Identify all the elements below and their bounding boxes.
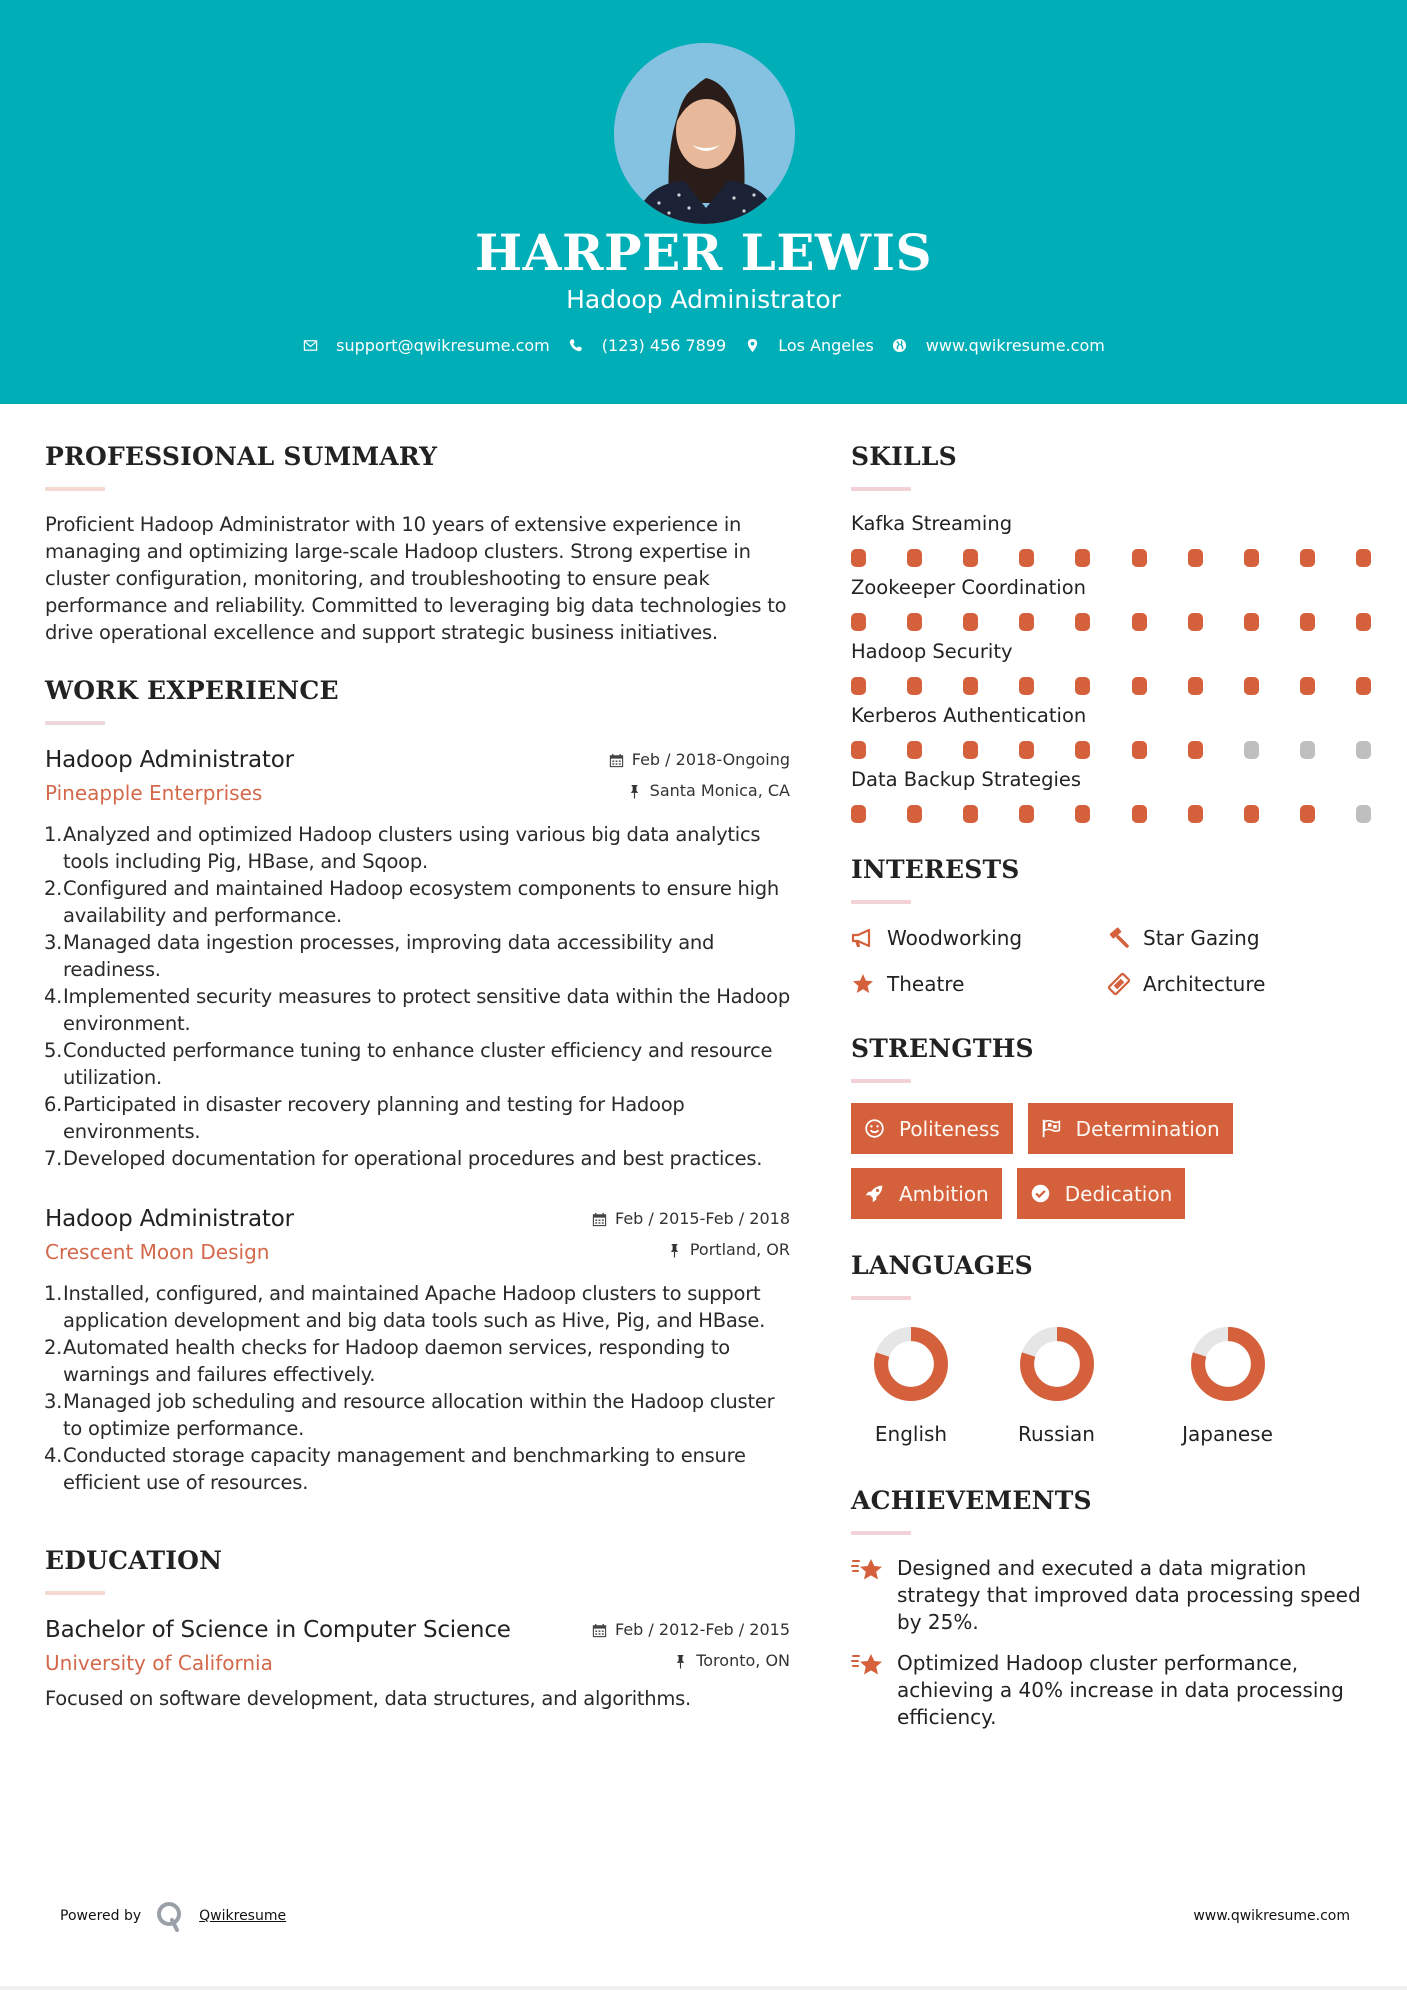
skill-dot xyxy=(1188,677,1203,695)
check-circle-icon xyxy=(1030,1183,1051,1204)
summary-text: Proficient Hadoop Administrator with 10 years of extensive experience in managing and optimizing large-scale Hadoop clusters. Strong expertise in cluster configuration, monitoring, and troubleshooting to ensure peak performance and reliability. Committed to leveraging big data technologies to drive operational excellence and support strategic business initiatives. xyxy=(45,513,787,644)
education-section xyxy=(45,1544,790,1712)
skill-dot xyxy=(963,805,978,823)
interest-item xyxy=(851,924,1107,952)
phone-icon xyxy=(568,338,584,354)
education-date xyxy=(592,1615,790,1645)
skill-dot xyxy=(1356,613,1371,631)
job-date xyxy=(592,1204,790,1234)
job-bullets xyxy=(45,1280,790,1496)
job-date-text: Feb / 2018-Ongoing xyxy=(631,750,790,769)
language-name: Russian xyxy=(1017,1422,1095,1446)
education-heading: EDUCATION xyxy=(45,1546,223,1575)
candidate-name: HARPER LEWIS xyxy=(474,223,933,282)
page-footer xyxy=(60,1900,1350,1932)
calendar-icon xyxy=(592,1623,607,1638)
job-bullet: 2. Configured and maintained Hadoop ecosystem components to ensure high availability and performance. xyxy=(44,877,780,927)
skill-dot xyxy=(1300,613,1315,631)
job-location xyxy=(667,1235,790,1265)
strength-label: Determination xyxy=(1075,1116,1220,1141)
powered-by-label: Powered by xyxy=(60,1908,142,1924)
skills-list xyxy=(851,511,1371,823)
skill-dot xyxy=(1300,805,1315,823)
skill-name: Hadoop Security xyxy=(851,640,1013,663)
map-marker-icon xyxy=(744,338,760,354)
achievement-text: Optimized Hadoop cluster performance, achieving a 40% increase in data processing efficiency. xyxy=(897,1651,1344,1729)
job-bullet: 3. Managed data ingestion processes, improving data accessibility and readiness. xyxy=(44,931,715,981)
section-divider xyxy=(851,900,911,904)
contact-website-text: www.qwikresume.com xyxy=(925,336,1105,355)
experience-heading: WORK EXPERIENCE xyxy=(45,676,339,705)
strengths-heading: STRENGTHS xyxy=(851,1034,1034,1063)
job-company: Crescent Moon Design xyxy=(45,1240,270,1264)
experience-section xyxy=(45,674,790,1496)
envelope-icon xyxy=(302,338,318,354)
skill-dot xyxy=(1019,677,1034,695)
skill-dot xyxy=(851,549,866,567)
language-name: English xyxy=(874,1422,948,1446)
skill-name: Zookeeper Coordination xyxy=(851,576,1087,599)
right-column xyxy=(851,440,1371,1745)
skill-dot xyxy=(1356,741,1371,759)
job-bullet: 5. Conducted performance tuning to enhance cluster efficiency and resource utilization. xyxy=(44,1039,773,1089)
languages-heading: LANGUAGES xyxy=(851,1251,1033,1280)
achievement-item xyxy=(851,1650,1371,1731)
globe-icon xyxy=(892,338,908,354)
qwikresume-link[interactable]: Qwikresume xyxy=(199,1908,287,1924)
job-location-text: Santa Monica, CA xyxy=(649,781,790,800)
skill-dot xyxy=(1188,549,1203,567)
job-title: Hadoop Administrator xyxy=(45,1206,294,1232)
resume-header xyxy=(0,0,1407,404)
footer-website[interactable]: www.qwikresume.com xyxy=(1193,1908,1350,1924)
strength-badge xyxy=(851,1103,1013,1154)
job-bullet: 3. Managed job scheduling and resource allocation within the Hadoop cluster to optimize performance. xyxy=(44,1390,775,1440)
skill-dot xyxy=(963,549,978,567)
strength-badge xyxy=(851,1168,1002,1219)
job-entry xyxy=(45,1204,790,1496)
shooting-star-icon xyxy=(851,1555,887,1585)
powered-by xyxy=(60,1900,286,1932)
job-location-text: Portland, OR xyxy=(689,1240,790,1259)
skill-dot xyxy=(1244,613,1259,631)
skill-dot xyxy=(1075,805,1090,823)
contact-email[interactable] xyxy=(302,336,550,355)
skill-dot xyxy=(1019,741,1034,759)
job-location xyxy=(627,776,790,806)
skill-dot xyxy=(907,805,922,823)
contact-bar xyxy=(0,336,1407,355)
qwikresume-logo-icon xyxy=(155,1900,185,1932)
skill-rating xyxy=(851,549,1371,567)
left-column xyxy=(45,440,790,1712)
skill-dot xyxy=(851,805,866,823)
language-name: Japanese xyxy=(1182,1422,1273,1446)
skill-dot xyxy=(1356,549,1371,567)
skill-dot xyxy=(963,741,978,759)
job-bullet: 4. Conducted storage capacity management and benchmarking to ensure efficient use of resources. xyxy=(44,1444,746,1494)
skill-dot xyxy=(1244,805,1259,823)
skill-rating xyxy=(851,613,1371,631)
contact-location xyxy=(744,336,874,355)
job-date xyxy=(609,745,790,775)
skill-item xyxy=(851,703,1371,759)
skills-heading: SKILLS xyxy=(851,442,957,471)
interest-item xyxy=(1107,970,1363,998)
language-item xyxy=(1142,1320,1313,1446)
skill-item xyxy=(851,767,1371,823)
pushpin-icon xyxy=(667,1243,682,1258)
contact-phone-text: (123) 456 7899 xyxy=(601,336,727,355)
smile-icon xyxy=(864,1118,885,1139)
person-photo-icon xyxy=(614,43,795,224)
rocket-icon xyxy=(864,1183,885,1204)
skill-dot xyxy=(1300,677,1315,695)
strength-badge xyxy=(1028,1103,1233,1154)
job-bullet: 2. Automated health checks for Hadoop daemon services, responding to warnings and failures effectively. xyxy=(44,1336,730,1386)
section-divider xyxy=(851,487,911,491)
strength-label: Politeness xyxy=(899,1116,1000,1141)
skill-dot xyxy=(1075,741,1090,759)
skill-dot xyxy=(1356,805,1371,823)
skill-dot xyxy=(1132,613,1147,631)
languages-section xyxy=(851,1249,1371,1446)
pushpin-icon xyxy=(673,1654,688,1669)
education-description: Focused on software development, data structures, and algorithms. xyxy=(45,1687,691,1710)
skill-dot xyxy=(1019,613,1034,631)
interest-item xyxy=(1107,924,1363,952)
shooting-star-icon xyxy=(851,1650,887,1680)
interest-label: Theatre xyxy=(887,972,965,996)
interests-heading: INTERESTS xyxy=(851,855,1020,884)
skill-dot xyxy=(1132,805,1147,823)
language-donut-chart xyxy=(867,1320,955,1408)
skill-dot xyxy=(1132,741,1147,759)
skill-dot xyxy=(851,613,866,631)
contact-email-text: support@qwikresume.com xyxy=(336,336,550,355)
skill-dot xyxy=(1075,677,1090,695)
achievement-text: Designed and executed a data migration strategy that improved data processing speed by 25%. xyxy=(897,1556,1361,1634)
section-divider xyxy=(851,1079,911,1083)
profile-photo xyxy=(614,43,795,224)
skills-section xyxy=(851,440,1371,823)
skill-dot xyxy=(1300,549,1315,567)
job-entry xyxy=(45,745,790,1172)
candidate-title: Hadoop Administrator xyxy=(566,285,841,314)
job-date-text: Feb / 2015-Feb / 2018 xyxy=(615,1209,790,1228)
skill-dot xyxy=(851,677,866,695)
strength-label: Ambition xyxy=(899,1181,989,1206)
bullhorn-icon xyxy=(851,926,875,950)
strength-badge xyxy=(1017,1168,1186,1219)
education-date-text: Feb / 2012-Feb / 2015 xyxy=(615,1620,790,1639)
skill-dot xyxy=(1244,741,1259,759)
job-bullet: 7. Developed documentation for operational procedures and best practices. xyxy=(44,1147,763,1170)
section-divider xyxy=(851,1296,911,1300)
skill-dot xyxy=(1132,549,1147,567)
skill-dot xyxy=(1188,805,1203,823)
skill-dot xyxy=(907,549,922,567)
contact-location-text: Los Angeles xyxy=(778,336,874,355)
skill-rating xyxy=(851,741,1371,759)
skill-dot xyxy=(1244,549,1259,567)
skill-item xyxy=(851,575,1371,631)
job-bullet: 1. Analyzed and optimized Hadoop clusters using various big data analytics tools including Pig, HBase, and Sqoop. xyxy=(44,823,761,873)
skill-dot xyxy=(907,677,922,695)
ticket-icon xyxy=(1107,972,1131,996)
interest-label: Architecture xyxy=(1143,972,1266,996)
skill-dot xyxy=(1019,549,1034,567)
skill-dot xyxy=(907,613,922,631)
skill-dot xyxy=(1019,805,1034,823)
achievements-heading: ACHIEVEMENTS xyxy=(851,1486,1092,1515)
skill-name: Data Backup Strategies xyxy=(851,768,1082,791)
skill-dot xyxy=(1188,741,1203,759)
summary-heading: PROFESSIONAL SUMMARY xyxy=(45,442,438,471)
strength-label: Dedication xyxy=(1064,1181,1173,1206)
language-item xyxy=(851,1320,971,1446)
section-divider xyxy=(851,1531,911,1535)
skill-dot xyxy=(1075,613,1090,631)
skill-dot xyxy=(1244,677,1259,695)
skill-item xyxy=(851,639,1371,695)
job-company: Pineapple Enterprises xyxy=(45,781,263,805)
skill-dot xyxy=(1188,613,1203,631)
summary-section xyxy=(45,440,790,646)
calendar-icon xyxy=(609,753,624,768)
skill-dot xyxy=(1356,677,1371,695)
skill-dot xyxy=(907,741,922,759)
section-divider xyxy=(45,487,105,491)
school-name: University of California xyxy=(45,1651,273,1675)
skill-rating xyxy=(851,677,1371,695)
skill-dot xyxy=(1075,549,1090,567)
skill-name: Kerberos Authentication xyxy=(851,704,1087,727)
achievement-item xyxy=(851,1555,1371,1636)
job-bullet: 4. Implemented security measures to protect sensitive data within the Hadoop environment. xyxy=(44,985,790,1035)
degree-title: Bachelor of Science in Computer Science xyxy=(45,1617,511,1643)
interest-label: Woodworking xyxy=(887,926,1023,950)
skill-rating xyxy=(851,805,1371,823)
job-bullet: 6. Participated in disaster recovery planning and testing for Hadoop environments. xyxy=(44,1093,685,1143)
calendar-icon xyxy=(592,1212,607,1227)
interests-section xyxy=(851,853,1371,998)
language-donut-chart xyxy=(1013,1320,1101,1408)
achievements-section xyxy=(851,1484,1371,1731)
job-title: Hadoop Administrator xyxy=(45,747,294,773)
job-bullet: 1. Installed, configured, and maintained Apache Hadoop clusters to support application development and big data tools such as Hive, Pig, and HBase. xyxy=(44,1282,766,1332)
skill-dot xyxy=(963,677,978,695)
contact-phone[interactable] xyxy=(568,336,726,355)
pushpin-icon xyxy=(627,784,642,799)
interest-label: Star Gazing xyxy=(1143,926,1260,950)
contact-website[interactable] xyxy=(892,336,1105,355)
section-divider xyxy=(45,1591,105,1595)
checkered-flag-icon xyxy=(1041,1118,1062,1139)
strengths-section xyxy=(851,1032,1371,1219)
page-bottom-edge xyxy=(0,1986,1407,1990)
gavel-icon xyxy=(1107,926,1131,950)
skill-dot xyxy=(851,741,866,759)
skill-name: Kafka Streaming xyxy=(851,512,1013,535)
language-item xyxy=(971,1320,1142,1446)
interest-item xyxy=(851,970,1107,998)
star-icon xyxy=(851,972,875,996)
skill-dot xyxy=(963,613,978,631)
skill-item xyxy=(851,511,1371,567)
skill-dot xyxy=(1300,741,1315,759)
job-bullets xyxy=(45,821,790,1172)
education-location-text: Toronto, ON xyxy=(696,1651,790,1670)
section-divider xyxy=(45,721,105,725)
language-donut-chart xyxy=(1184,1320,1272,1408)
education-location xyxy=(673,1646,790,1676)
skill-dot xyxy=(1132,677,1147,695)
